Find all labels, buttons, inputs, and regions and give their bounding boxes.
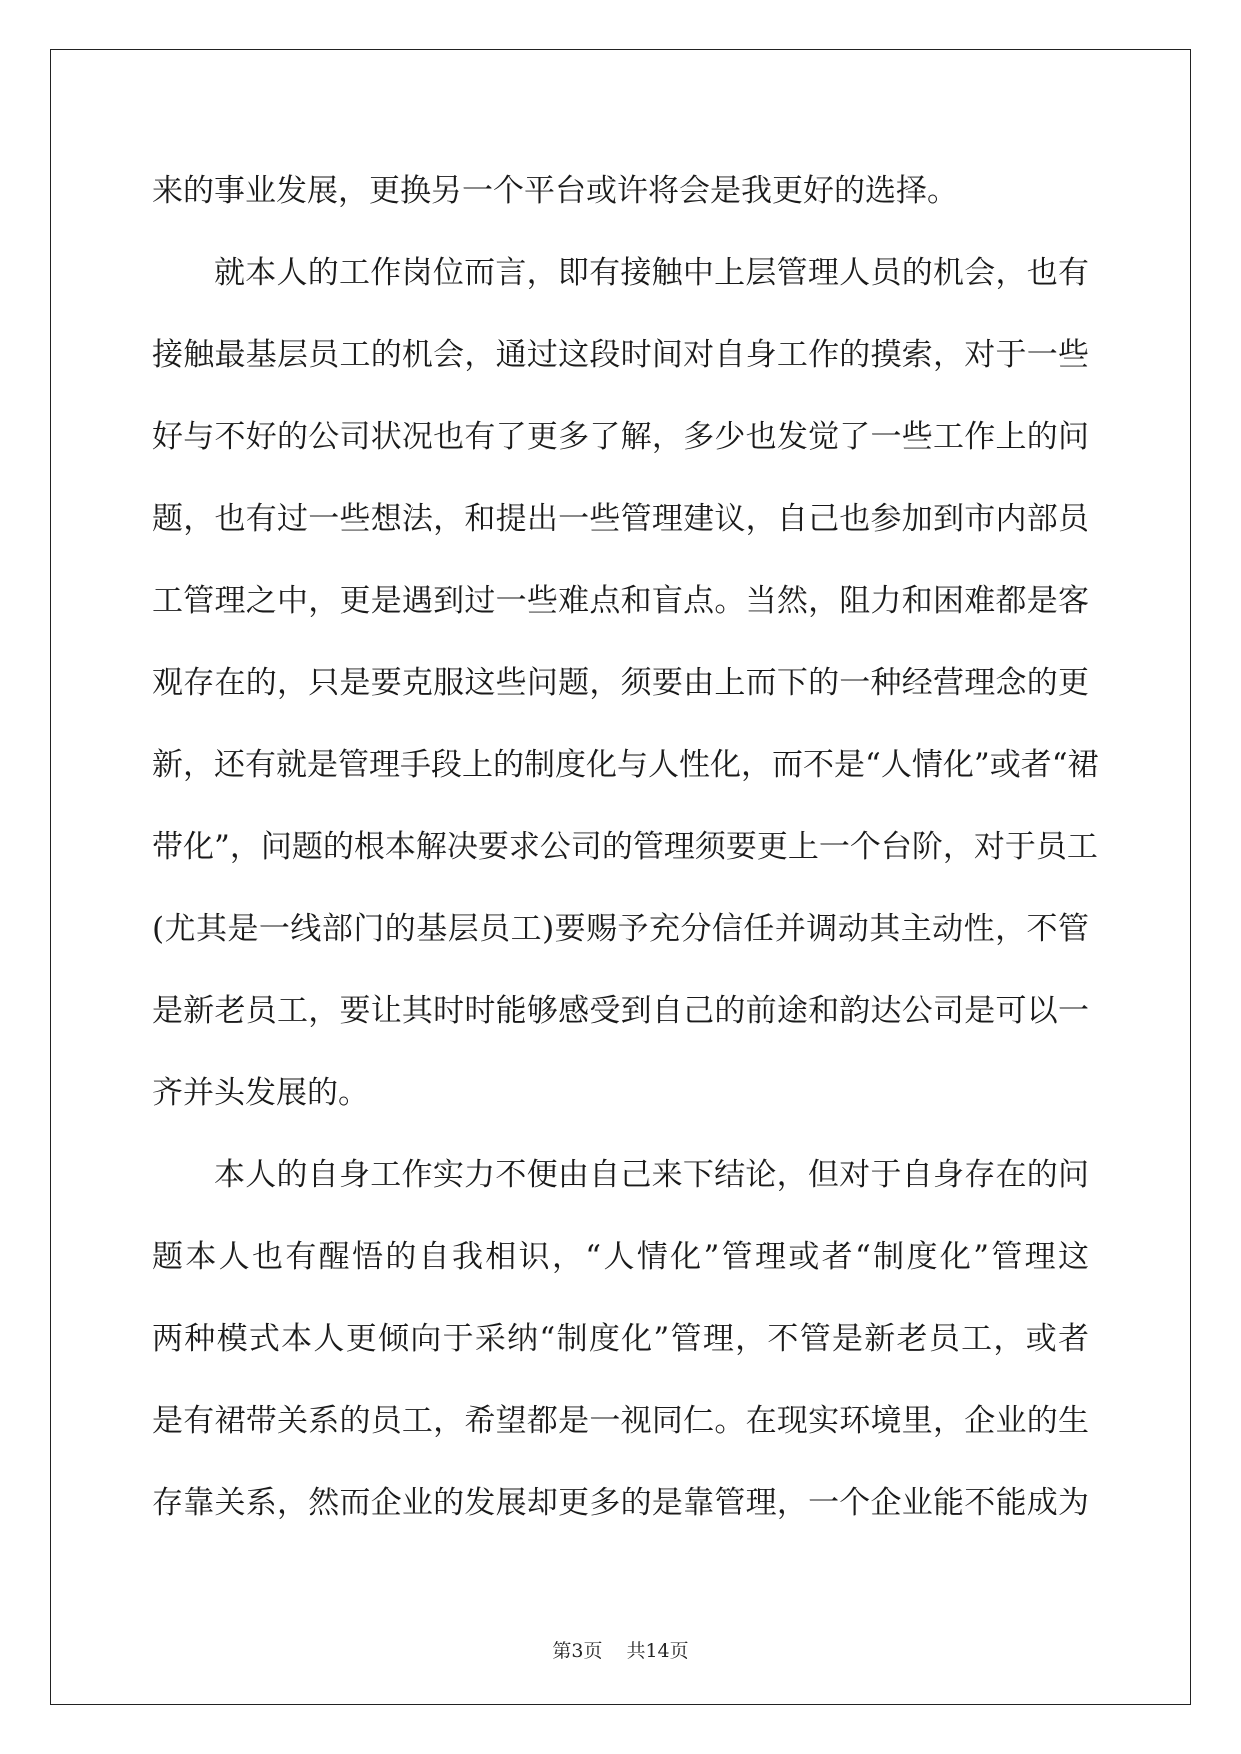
text-line: 观存在的，只是要克服这些问题，须要由上而下的一种经营理念的更: [152, 665, 1089, 701]
text-line: 本人的自身工作实力不便由自己来下结论，但对于自身存在的问: [214, 1157, 1089, 1193]
document-body: [152, 160, 1099, 1554]
text-line: 接触最基层员工的机会，通过这段时间对自身工作的摸索，对于一些: [152, 337, 1089, 373]
text-line: 新，还有就是管理手段上的制度化与人性化，而不是“人情化”或者“裙: [152, 747, 1099, 783]
text-line: 就本人的工作岗位而言，即有接触中上层管理人员的机会，也有: [214, 255, 1089, 291]
text-line: 来的事业发展，更换另一个平台或许将会是我更好的选择。: [152, 173, 958, 209]
text-line: 两种模式本人更倾向于采纳“制度化”管理，不管是新老员工，或者: [152, 1321, 1089, 1357]
text-line: 题本人也有醒悟的自我相识，“人情化”管理或者“制度化”管理这: [152, 1239, 1089, 1275]
page-footer: [0, 1636, 1241, 1663]
text-line: 好与不好的公司状况也有了更多了解，多少也发觉了一些工作上的问: [152, 419, 1089, 455]
text-line: 是新老员工，要让其时时能够感受到自己的前途和韵达公司是可以一: [152, 993, 1089, 1029]
page-total: 共14页: [626, 1640, 689, 1662]
text-line: 是有裙带关系的员工，希望都是一视同仁。在现实环境里，企业的生: [152, 1403, 1089, 1439]
text-line: 题，也有过一些想法，和提出一些管理建议，自己也参加到市内部员: [152, 501, 1089, 537]
text-line: 齐并头发展的。: [152, 1075, 369, 1111]
page-number: 第3页: [552, 1640, 603, 1662]
text-line: 带化”，问题的根本解决要求公司的管理须要更上一个台阶，对于员工: [152, 829, 1098, 865]
text-line: 工管理之中，更是遇到过一些难点和盲点。当然，阻力和困难都是客: [152, 583, 1089, 619]
text-line: (尤其是一线部门的基层员工)要赐予充分信任并调动其主动性，不管: [152, 911, 1089, 947]
text-line: 存靠关系，然而企业的发展却更多的是靠管理，一个企业能不能成为: [152, 1485, 1089, 1521]
